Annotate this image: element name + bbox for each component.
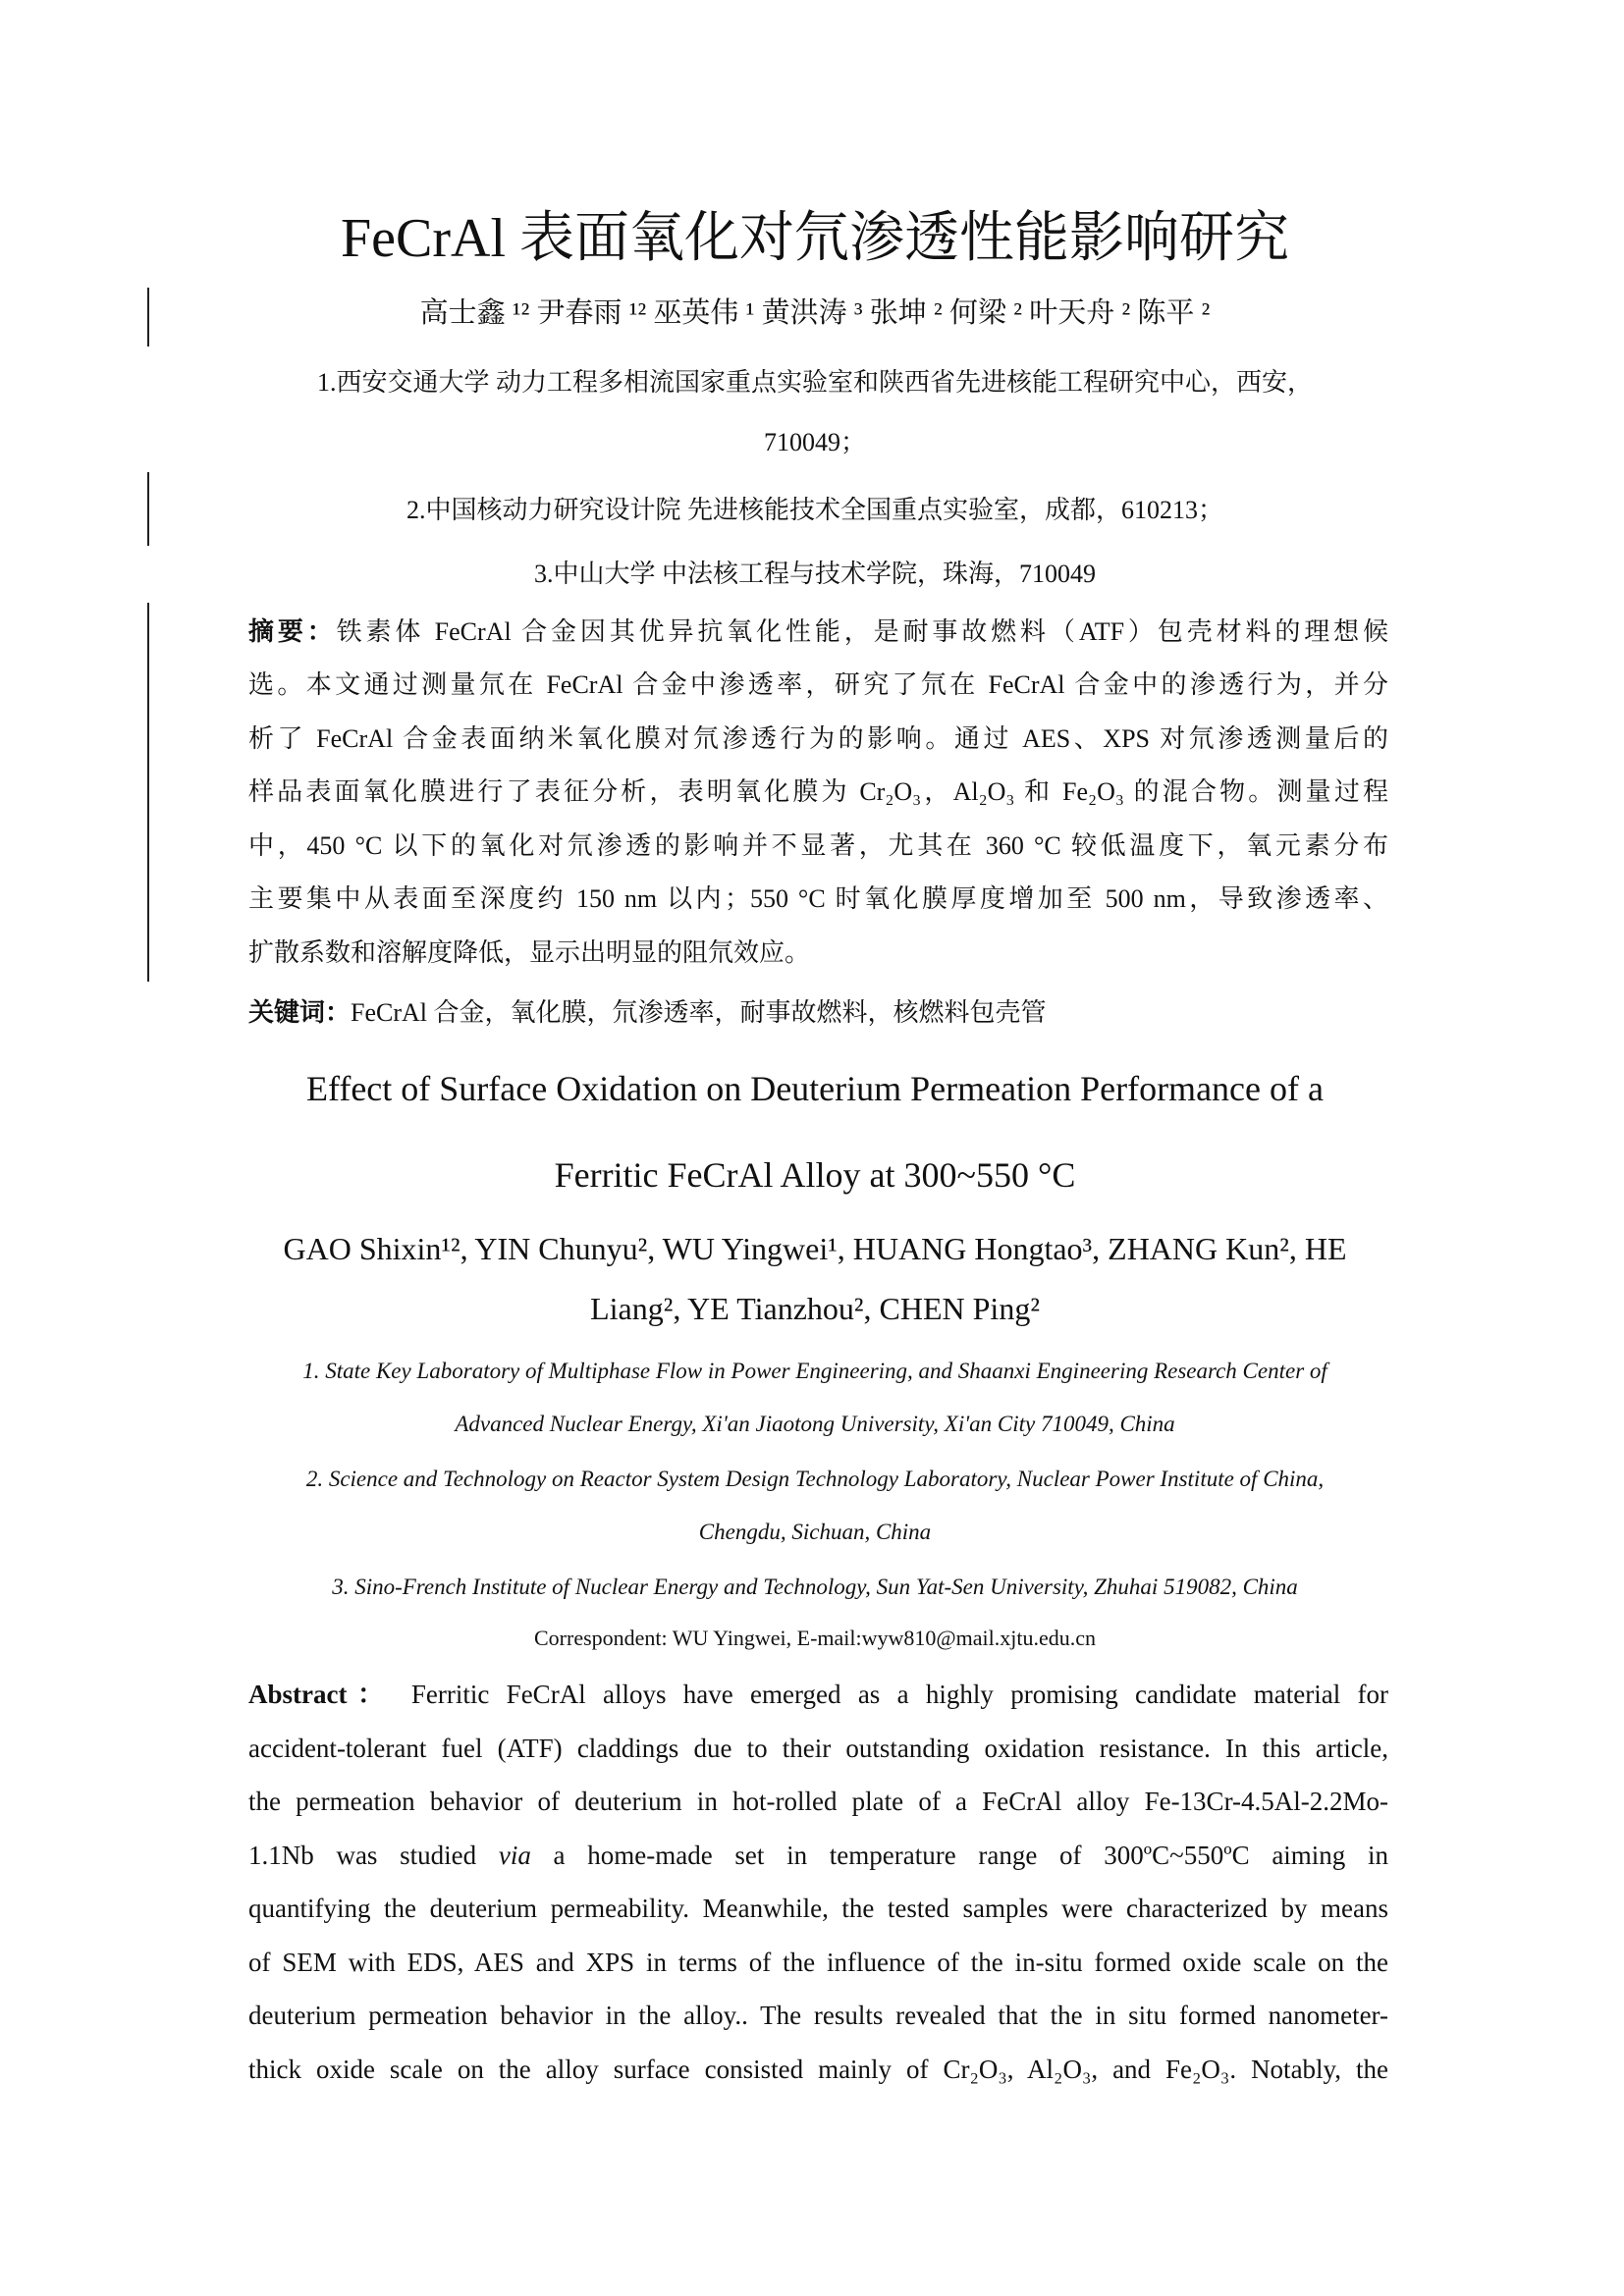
abstract-cn-line: 中，450 °C 以下的氧化对氘渗透的影响并不显著，尤其在 360 °C 较低温度下，氧元素分布: [248, 831, 1388, 860]
affiliation-cn: 710049；: [763, 428, 866, 456]
abstract-en-line: 1.1Nb was studied via a home-made set in temperature range of 300ºC~550ºC aiming in: [248, 1841, 1389, 1870]
change-bar: [147, 603, 149, 982]
affiliation-en: 3. Sino-French Institute of Nuclear Energy and Technology, Sun Yat-Sen University, Zhuhai 519082, China: [332, 1575, 1298, 1599]
abstract-label-en: Abstract：: [248, 1680, 395, 1709]
paper-title-cn: FeCrAl 表面氧化对氘渗透性能影响研究: [341, 208, 1289, 269]
affiliation-en: 2. Science and Technology on Reactor System Design Technology Laboratory, Nuclear Power Institute of China,: [305, 1467, 1325, 1491]
abstract-en-line: Abstract： Ferritic FeCrAl alloys have emerged as a highly promising candidate material for: [248, 1680, 1388, 1709]
abstract-cn-line: 析了 FeCrAl 合金表面纳米氧化膜对氘渗透行为的影响。通过 AES、XPS 对氘渗透测量后的: [248, 724, 1388, 753]
authors-en: Liang², YE Tianzhou², CHEN Ping²: [590, 1291, 1040, 1326]
paper-title-en: Ferritic FeCrAl Alloy at 300~550 °C: [554, 1155, 1076, 1195]
abstract-en-line: deuterium permeation behavior in the alloy.. The results revealed that the in situ formed nanometer-: [248, 2001, 1388, 2030]
affiliation-cn: 1.西安交通大学 动力工程多相流国家重点实验室和陕西省先进核能工程研究中心，西安，: [316, 368, 1313, 397]
abstract-cn-line: 样品表面氧化膜进行了表征分析，表明氧化膜为 Cr₂O₃，Al₂O₃ 和 Fe₂O₃ 的混合物。测量过程: [248, 777, 1388, 806]
abstract-en-line: the permeation behavior of deuterium in hot-rolled plate of a FeCrAl alloy Fe-13Cr-4.5Al-2.2Mo-: [248, 1787, 1388, 1816]
abstract-cn-line: 摘要：铁素体 FeCrAl 合金因其优异抗氧化性能，是耐事故燃料（ATF）包壳材料的理想候: [248, 617, 1388, 646]
affiliation-en: 1. State Key Laboratory of Multiphase Flow in Power Engineering, and Shaanxi Engineering Research Center of: [302, 1359, 1327, 1383]
affiliation-en: Advanced Nuclear Energy, Xi'an Jiaotong University, Xi'an City 710049, China: [455, 1412, 1175, 1436]
abstract-cn-line: 主要集中从表面至深度约 150 nm 以内；550 °C 时氧化膜厚度增加至 500 nm，导致渗透率、: [248, 884, 1388, 913]
abstract-cn-line: 选。本文通过测量氘在 FeCrAl 合金中渗透率，研究了氘在 FeCrAl 合金中的渗透行为，并分: [248, 670, 1388, 699]
affiliation-cn: 3.中山大学 中法核工程与技术学院，珠海，710049: [533, 560, 1096, 588]
affiliation-en: Chengdu, Sichuan, China: [698, 1520, 932, 1544]
abstract-en-line: thick oxide scale on the alloy surface consisted mainly of Cr₂O₃, Al₂O₃, and Fe₂O₃. Notably, the: [248, 2055, 1388, 2084]
authors-cn: 高士鑫 ¹² 尹春雨 ¹² 巫英伟 ¹ 黄洪涛 ³ 张坤 ² 何梁 ² 叶天舟 ² 陈平 ²: [419, 297, 1211, 329]
correspondent: Correspondent: WU Yingwei, E-mail:wyw810@mail.xjtu.edu.cn: [534, 1626, 1096, 1650]
paper-title-en: Effect of Surface Oxidation on Deuterium Permeation Performance of a: [306, 1069, 1324, 1108]
keywords-cn: 关键词：FeCrAl 合金，氧化膜，氘渗透率，耐事故燃料，核燃料包壳管: [248, 998, 1047, 1027]
abstract-label-cn: 摘要：: [248, 617, 337, 646]
keywords-label-cn: 关键词：: [248, 998, 352, 1027]
abstract-en-line: accident-tolerant fuel (ATF) claddings due to their outstanding oxidation resistance. In this article,: [248, 1734, 1388, 1763]
abstract-en-line: of SEM with EDS, AES and XPS in terms of the influence of the in-situ formed oxide scale on the: [248, 1948, 1388, 1977]
abstract-en-line: quantifying the deuterium permeability. Meanwhile, the tested samples were characterized by means: [248, 1894, 1388, 1923]
authors-en: GAO Shixin¹², YIN Chunyu², WU Yingwei¹, HUANG Hongtao³, ZHANG Kun², HE: [283, 1231, 1347, 1266]
abstract-cn-line: 扩散系数和溶解度降低，显示出明显的阻氘效应。: [248, 938, 811, 967]
affiliation-cn: 2.中国核动力研究设计院 先进核能技术全国重点实验室，成都，610213；: [406, 496, 1223, 524]
